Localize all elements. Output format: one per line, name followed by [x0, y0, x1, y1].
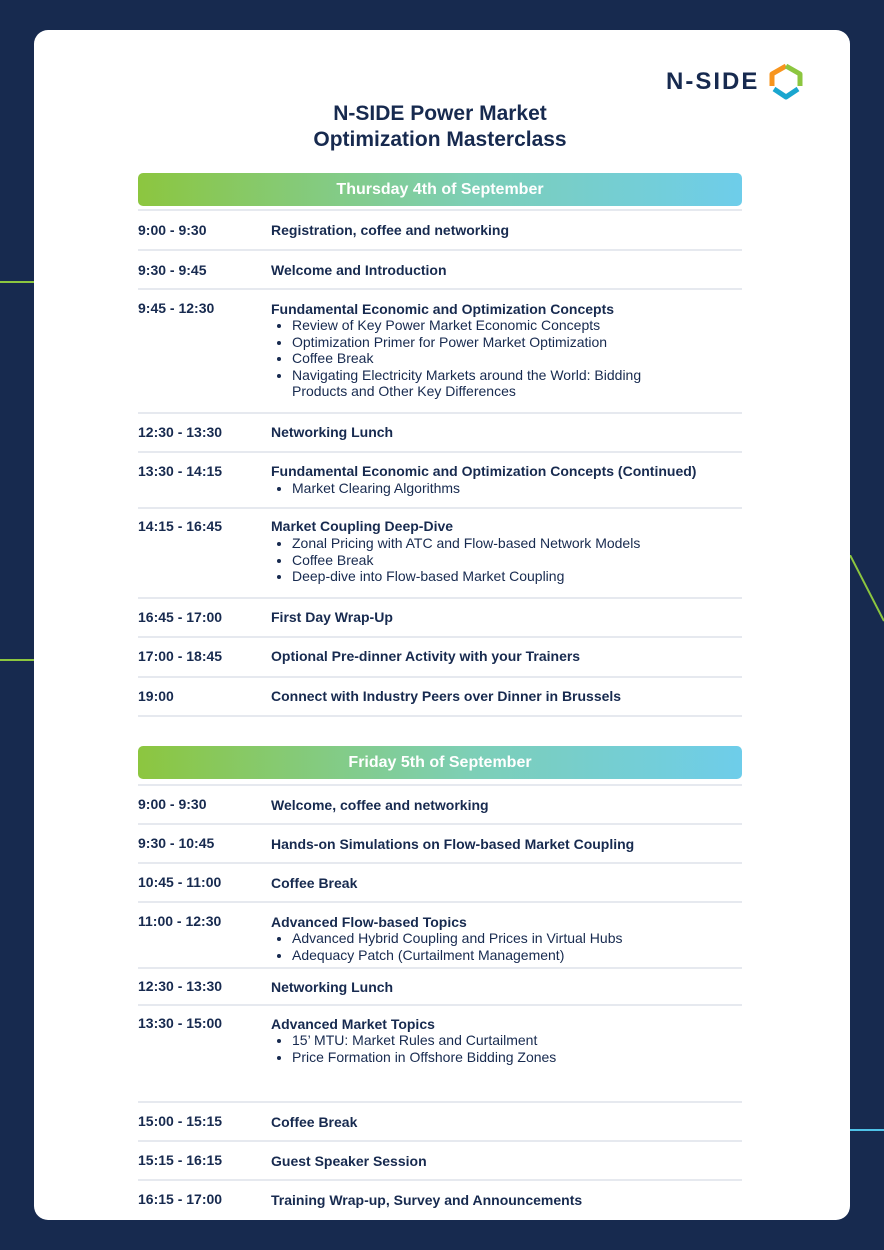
schedule-row: [138, 507, 742, 597]
row-topic: Advanced Flow-based Topics: [271, 914, 467, 930]
row-time: 12:30 - 13:30: [138, 424, 223, 440]
row-time: 16:45 - 17:00: [138, 609, 223, 625]
row-time: 19:00: [138, 688, 174, 704]
row-time: 11:00 - 12:30: [138, 913, 222, 929]
title-line-1: N-SIDE Power Market: [333, 102, 547, 125]
subtopic-item: • Adequacy Patch (Curtailment Management): [292, 947, 622, 964]
row-topic: Hands-on Simulations on Flow-based Market Coupling: [271, 836, 635, 852]
row-time: 9:00 - 9:30: [138, 796, 207, 812]
subtopic-item: • Navigating Electricity Markets around the World: Bidding: [292, 367, 641, 384]
row-topic: Networking Lunch: [271, 424, 394, 440]
row-time: 9:30 - 9:45: [138, 262, 207, 278]
row-time: 16:15 - 17:00: [138, 1191, 223, 1207]
decorative-line-right-bottom: [850, 1129, 884, 1131]
schedule-row: [138, 901, 742, 967]
row-time: 9:30 - 10:45: [138, 835, 215, 851]
row-topic: Connect with Industry Peers over Dinner in Brussels: [271, 688, 622, 704]
row-topic: Market Coupling Deep-Dive: [271, 518, 454, 534]
row-topic: Welcome, coffee and networking: [271, 797, 489, 813]
row-topic: Coffee Break: [271, 1114, 358, 1130]
row-time: 13:30 - 15:00: [138, 1015, 223, 1031]
row-time: 17:00 - 18:45: [138, 648, 223, 664]
subtopic-item: • Review of Key Power Market Economic Concepts: [292, 317, 641, 334]
subtopic-item: • Market Clearing Algorithms: [292, 480, 460, 497]
schedule-row: [138, 597, 742, 636]
row-topic: Training Wrap-up, Survey and Announcements: [271, 1192, 583, 1208]
subtopic-item: • Deep-dive into Flow-based Market Coupling: [292, 568, 640, 585]
schedule-row: [138, 412, 742, 451]
row-subtopics: [272, 480, 460, 497]
day2-heading: Friday 5th of September: [138, 746, 742, 779]
row-time: 15:15 - 16:15: [138, 1152, 223, 1168]
day1-heading: Thursday 4th of September: [138, 173, 742, 206]
decorative-line-right-diagonal: [850, 555, 884, 625]
schedule-row: [138, 451, 742, 507]
row-topic: Coffee Break: [271, 875, 358, 891]
subtopic-item: • Price Formation in Offshore Bidding Zones: [292, 1049, 556, 1066]
row-topic: Fundamental Economic and Optimization Concepts: [271, 301, 615, 317]
schedule-row: [138, 676, 742, 717]
subtopic-item: • 15’ MTU: Market Rules and Curtailment: [292, 1032, 556, 1049]
row-topic: Advanced Market Topics: [271, 1016, 435, 1032]
row-time: 9:00 - 9:30: [138, 222, 207, 238]
decorative-line-left-top: [0, 281, 34, 283]
subtopic-item: • Advanced Hybrid Coupling and Prices in Virtual Hubs: [292, 930, 622, 947]
schedule-row: [138, 1179, 742, 1219]
decorative-line-left-bottom: [0, 659, 34, 661]
schedule-row: [138, 967, 742, 1004]
hexagon-logo-icon: [769, 63, 803, 101]
row-topic: First Day Wrap-Up: [271, 609, 393, 625]
row-time: 13:30 - 14:15: [138, 463, 223, 479]
row-subtopics: [272, 535, 640, 585]
schedule-row: [138, 1101, 742, 1140]
schedule-row: [138, 1140, 742, 1179]
row-subtopics: [272, 1032, 556, 1065]
row-time: 14:15 - 16:45: [138, 518, 223, 534]
subtopic-item: • Coffee Break: [292, 350, 641, 367]
schedule-row: [138, 636, 742, 676]
schedule-row: [138, 209, 742, 249]
schedule-row: [138, 288, 742, 412]
subtopic-item: • Zonal Pricing with ATC and Flow-based Network Models: [292, 535, 640, 552]
row-topic: Registration, coffee and networking: [271, 222, 510, 238]
schedule-row: [138, 823, 742, 862]
schedule-row: [138, 1004, 742, 1101]
subtopic-item: • Optimization Primer for Power Market Optimization: [292, 334, 641, 351]
row-topic: Fundamental Economic and Optimization Concepts (Continued): [271, 463, 697, 479]
row-subtopics: [272, 930, 622, 963]
row-subtopics: [272, 317, 641, 400]
brand-name: N-SIDE: [666, 68, 760, 95]
row-time: 15:00 - 15:15: [138, 1113, 223, 1129]
schedule-row: [138, 249, 742, 288]
subtopic-item: • Coffee Break: [292, 552, 640, 569]
row-time: 10:45 - 11:00: [138, 874, 222, 890]
row-time: 12:30 - 13:30: [138, 978, 223, 994]
subtopic-item-continuation: Products and Other Key Differences: [292, 383, 516, 399]
row-topic: Networking Lunch: [271, 979, 394, 995]
row-time: 9:45 - 12:30: [138, 300, 215, 316]
schedule-row: [138, 862, 742, 901]
row-topic: Guest Speaker Session: [271, 1153, 427, 1169]
row-topic: Optional Pre-dinner Activity with your Trainers: [271, 648, 581, 664]
schedule-row: [138, 784, 742, 823]
page-title: [34, 101, 846, 153]
brand-logo: [666, 62, 803, 102]
agenda-card: [34, 30, 850, 1220]
row-topic: Welcome and Introduction: [271, 262, 447, 278]
title-line-2: Optimization Masterclass: [313, 128, 567, 151]
